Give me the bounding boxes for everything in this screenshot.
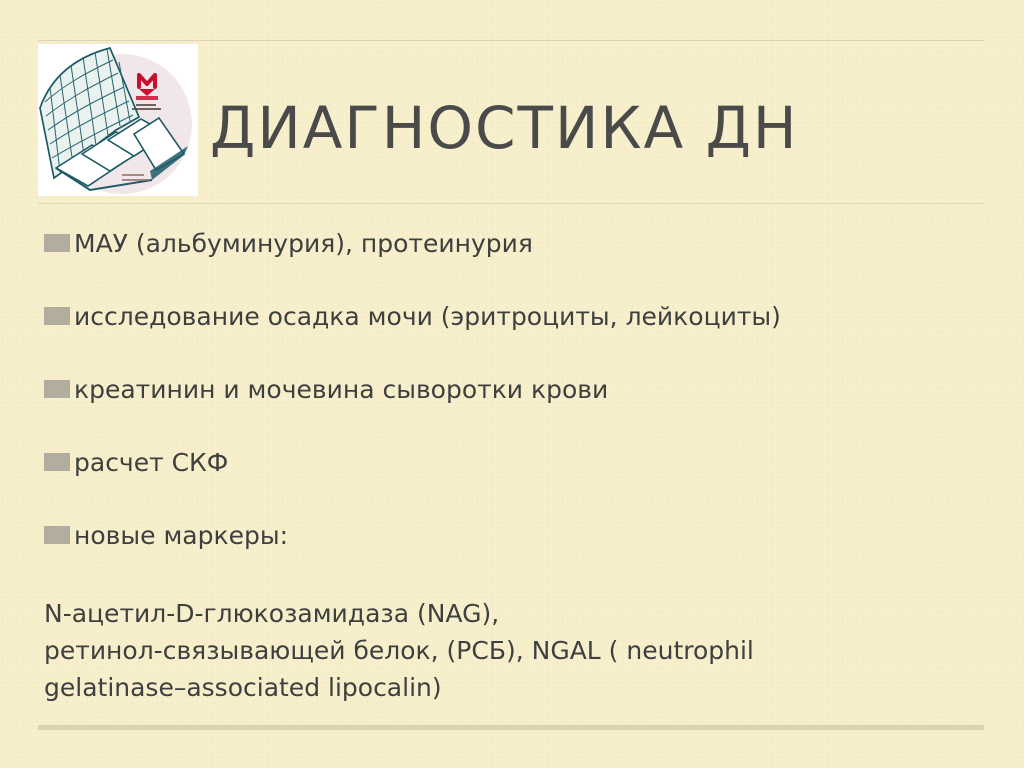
slide-title: ДИАГНОСТИКА ДН: [210, 94, 799, 162]
bottom-divider: [38, 725, 984, 730]
list-item: [44, 517, 994, 554]
bullet-text: исследование осадка мочи (эритроциты, лейкоциты): [74, 302, 781, 331]
list-item: [44, 298, 994, 335]
title-divider: [38, 203, 984, 204]
bullet-text: МАУ (альбуминурия), протеинурия: [74, 229, 533, 258]
square-bullet-icon: [44, 307, 70, 325]
top-divider: [38, 40, 984, 41]
square-bullet-icon: [44, 526, 70, 544]
university-logo: [38, 44, 198, 196]
marker-line: N-ацетил-D-глюкозамидаза (NAG),: [44, 599, 500, 628]
list-item: [44, 444, 994, 481]
marker-line: ретинол-связывающей белок, (РСБ), NGAL ( neutrophil: [44, 636, 754, 665]
list-item: [44, 225, 994, 262]
marker-line: gelatinase–associated lipocalin): [44, 673, 442, 702]
bullet-text: креатинин и мочевина сыворотки крови: [74, 375, 609, 404]
bullet-list: [44, 225, 994, 590]
list-item: [44, 371, 994, 408]
bullet-text: расчет СКФ: [74, 448, 229, 477]
square-bullet-icon: [44, 453, 70, 471]
new-markers-paragraph: [44, 595, 984, 706]
square-bullet-icon: [44, 380, 70, 398]
square-bullet-icon: [44, 234, 70, 252]
bullet-text: новые маркеры:: [74, 521, 289, 550]
